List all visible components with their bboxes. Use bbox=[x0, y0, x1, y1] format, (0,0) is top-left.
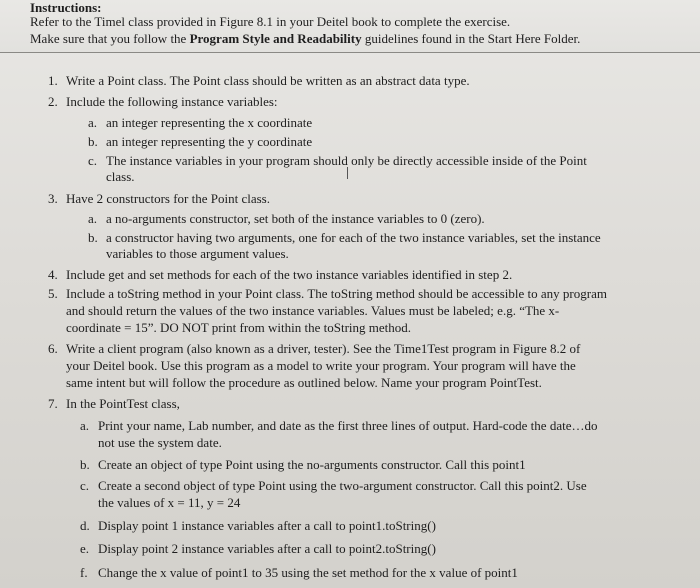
item-7-number: 7. bbox=[48, 396, 58, 411]
text-cursor-icon bbox=[347, 167, 349, 179]
item-1-text: Write a Point class. The Point class should be written as an abstract data type. bbox=[66, 73, 470, 88]
item-7b-text: Create an object of type Point using the no-arguments constructor. Call this point1 bbox=[98, 457, 526, 472]
item-7f-text: Change the x value of point1 to 35 using the set method for the x value of point1 bbox=[98, 565, 518, 580]
item-7e-letter: e. bbox=[80, 541, 90, 556]
item-4-number: 4. bbox=[48, 267, 58, 282]
item-5-number: 5. bbox=[48, 286, 58, 301]
item-6-continuation-2: same intent but will follow the procedure as outlined below. Name your program PointTest. bbox=[66, 375, 542, 390]
item-6-continuation-1: your Deitel book. Use this program as a model to write your program. Your program will have the bbox=[66, 358, 576, 373]
item-7c-continuation: the values of x = 11, y = 24 bbox=[98, 495, 241, 510]
line2-bold: Program Style and Readability bbox=[189, 31, 362, 46]
item-3-number: 3. bbox=[48, 191, 58, 206]
item-3a-letter: a. bbox=[88, 211, 98, 226]
line2-pre: Make sure that you follow the bbox=[30, 31, 190, 46]
item-3a-text: a no-arguments constructor, set both of the instance variables to 0 (zero). bbox=[106, 211, 485, 226]
item-7d-letter: d. bbox=[80, 518, 90, 533]
item-2b-text: an integer representing the y coordinate bbox=[106, 134, 313, 149]
item-6-text: Write a client program (also known as a driver, tester). See the Time1Test program in Figure 8.2 of bbox=[66, 341, 581, 356]
item-2c-letter: c. bbox=[88, 153, 98, 168]
item-2a-letter: a. bbox=[88, 115, 98, 130]
item-2-text: Include the following instance variables: bbox=[66, 94, 278, 109]
item-6-number: 6. bbox=[48, 341, 58, 356]
item-7f-letter: f. bbox=[80, 565, 88, 580]
item-3b-letter: b. bbox=[88, 230, 98, 245]
item-7a-continuation: not use the system date. bbox=[98, 435, 222, 450]
item-7b-letter: b. bbox=[80, 457, 90, 472]
item-5-continuation-1: and should return the values of the two instance variables. Values must be labeled; e.g. “The x- bbox=[66, 303, 560, 318]
item-2c-continuation: class. bbox=[106, 169, 135, 184]
item-3-text: Have 2 constructors for the Point class. bbox=[66, 191, 270, 206]
item-7e-text: Display point 2 instance variables after a call to point2.toString() bbox=[98, 541, 436, 556]
item-3b-continuation: variables to those argument values. bbox=[106, 246, 289, 261]
item-7a-text: Print your name, Lab number, and date as the first three lines of output. Hard-code the date…do bbox=[98, 418, 598, 433]
item-5-text: Include a toString method in your Point class. The toString method should be accessible to any program bbox=[66, 286, 607, 301]
item-7d-text: Display point 1 instance variables after a call to point1.toString() bbox=[98, 518, 436, 533]
item-2c-text: The instance variables in your program should only be directly accessible inside of the Point bbox=[106, 153, 587, 168]
item-3b-text: a constructor having two arguments, one for each of the two instance variables, set the instance bbox=[106, 230, 601, 245]
item-7-text: In the PointTest class, bbox=[66, 396, 180, 411]
instructions-title: Instructions: bbox=[30, 0, 102, 15]
item-5-continuation-2: coordinate = 15”. DO NOT print from within the toString method. bbox=[66, 320, 412, 335]
item-2a-text: an integer representing the x coordinate bbox=[106, 115, 313, 130]
item-1-number: 1. bbox=[48, 73, 58, 88]
instructions-line-1: Refer to the Timel class provided in Figure 8.1 in your Deitel book to complete the exercise. bbox=[30, 14, 511, 29]
item-7c-text: Create a second object of type Point using the two-argument constructor. Call this point2. Use bbox=[98, 478, 587, 493]
item-2b-letter: b. bbox=[88, 134, 98, 149]
item-7a-letter: a. bbox=[80, 418, 90, 433]
item-7c-letter: c. bbox=[80, 478, 90, 493]
line2-post: guidelines found in the Start Here Folder. bbox=[361, 31, 581, 46]
item-4-text: Include get and set methods for each of the two instance variables identified in step 2. bbox=[66, 267, 513, 282]
item-2-number: 2. bbox=[48, 94, 58, 109]
